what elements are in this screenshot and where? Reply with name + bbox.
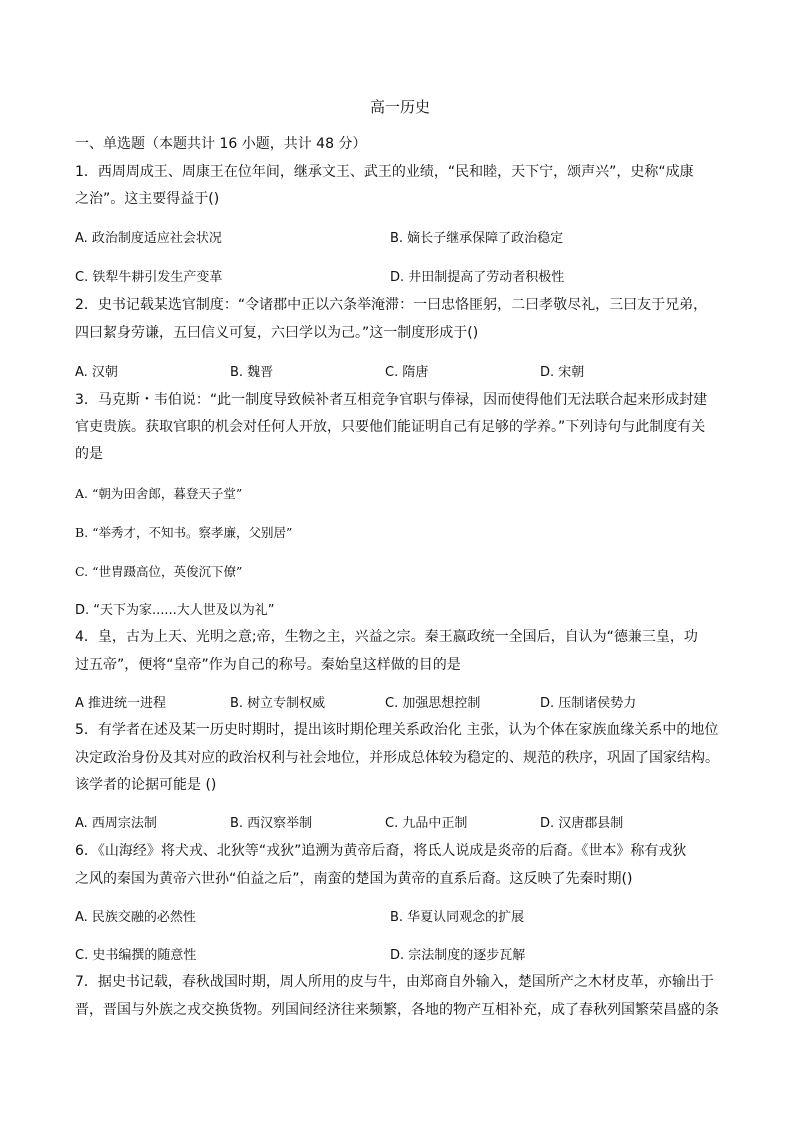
- question-1-option-b[interactable]: B. 嫡长子继承保障了政治稳定: [390, 231, 564, 246]
- question-2-text-line-2: 四曰絜身劳谦，五曰信义可复，六曰学以为己。”这一制度形成于(): [75, 325, 479, 341]
- question-3-text-line-1: 3．马克斯・韦伯说：“此一制度导致候补者互相竞争官职与俸禄，因而使得他们无法联合起来形成封建: [75, 392, 708, 408]
- question-1-text-line-2: 之治”。这主要得益于(): [75, 191, 220, 207]
- question-2-option-b[interactable]: B. 魏晋: [230, 365, 274, 380]
- question-1-text-line-1: 1．西周周成王、周康王在位年间，继承文王、武王的业绩，“民和睦，天下宁，颂声兴”，史称“成康: [75, 164, 694, 180]
- question-5-option-a[interactable]: A. 西周宗法制: [75, 816, 157, 831]
- question-5-text-line-3: 该学者的论据可能是 (): [75, 777, 217, 793]
- section-heading: 一、单选题（本题共计 16 小题，共计 48 分）: [75, 136, 367, 152]
- question-4-option-d[interactable]: D. 压制诸侯势力: [540, 696, 637, 711]
- question-3-option-c[interactable]: C. “世胄蹑高位，英俊沉下僚”: [75, 564, 243, 579]
- question-4-option-b[interactable]: B. 树立专制权威: [230, 696, 326, 711]
- question-6-text-line-1: 6．《山海经》将犬戎、北狄等“戎狄”追溯为黄帝后裔，将氐人说成是炎帝的后裔。《世本》称有戎狄: [75, 843, 687, 859]
- question-2-text-line-1: 2．史书记载某选官制度：“令诸郡中正以六条举淹滞：一曰忠恪匪躬，二曰孝敬尽礼，三曰友于兄弟，: [75, 297, 708, 313]
- question-1-option-a[interactable]: A. 政治制度适应社会状况: [75, 231, 222, 246]
- question-4-text-line-1: 4．皇，古为上天、光明之意;帝，生物之主，兴益之宗。秦王嬴政统一全国后，自认为“德兼三皇，功: [75, 629, 698, 645]
- question-5-option-d[interactable]: D. 汉唐郡县制: [540, 816, 624, 831]
- question-3-option-b[interactable]: B. “举秀才，不知书。察孝廉，父别居”: [75, 525, 293, 540]
- question-3-text-line-2: 官吏贵族。获取官职的机会对任何人开放，只要他们能证明自己有足够的学养。”下列诗句与此制度有关: [75, 419, 706, 435]
- page-title: 高一历史: [370, 98, 431, 116]
- question-4-text-line-2: 过五帝”，便将“皇帝”作为自己的称号。秦始皇这样做的目的是: [75, 657, 461, 673]
- question-5-text-line-1: 5．有学者在述及某一历史时期时，提出该时期伦理关系政治化 主张，认为个体在家族血缘关系中的地位: [75, 722, 719, 738]
- question-3-option-a[interactable]: A. “朝为田舍郎，暮登天子堂”: [75, 486, 243, 501]
- question-7-text-line-1: 7．据史书记载，春秋战国时期，周人所用的皮与牛，由郑商自外输入，楚国所产之木材皮革，亦输出于: [75, 974, 714, 990]
- question-2-option-d[interactable]: D. 宋朝: [540, 365, 585, 380]
- question-6-option-b[interactable]: B. 华夏认同观念的扩展: [390, 910, 525, 925]
- question-4-option-c[interactable]: C. 加强思想控制: [385, 696, 481, 711]
- question-6-option-d[interactable]: D. 宗法制度的逐步瓦解: [390, 948, 526, 963]
- question-5-option-b[interactable]: B. 西汉察举制: [230, 816, 313, 831]
- question-2-option-c[interactable]: C. 隋唐: [385, 365, 429, 380]
- question-1-option-c[interactable]: C. 铁犁牛耕引发生产变革: [75, 270, 223, 285]
- question-7-text-line-2: 晋，晋国与外族之戎交换货物。列国间经济往来频繁，各地的物产互相补充，成了春秋列国繁荣昌盛的条: [75, 1002, 719, 1018]
- question-6-option-a[interactable]: A. 民族交融的必然性: [75, 910, 196, 925]
- question-4-option-a[interactable]: A 推进统一进程: [75, 696, 167, 711]
- question-6-option-c[interactable]: C. 史书编撰的随意性: [75, 948, 197, 963]
- question-3-text-line-3: 的是: [75, 446, 103, 462]
- question-1-option-d[interactable]: D. 井田制提高了劳动者积极性: [390, 270, 565, 285]
- question-5-option-c[interactable]: C. 九品中正制: [385, 816, 468, 831]
- question-5-text-line-2: 决定政治身份及其对应的政治权利与社会地位，并形成总体较为稳定的、规范的秩序，巩固了国家结构。: [75, 750, 719, 766]
- question-2-option-a[interactable]: A. 汉朝: [75, 365, 118, 380]
- question-6-text-line-2: 之风的秦国为黄帝六世孙“伯益之后”，南蛮的楚国为黄帝的直系后裔。这反映了先秦时期(): [75, 871, 633, 887]
- question-3-option-d[interactable]: D. “天下为家......大人世及以为礼”: [75, 603, 275, 618]
